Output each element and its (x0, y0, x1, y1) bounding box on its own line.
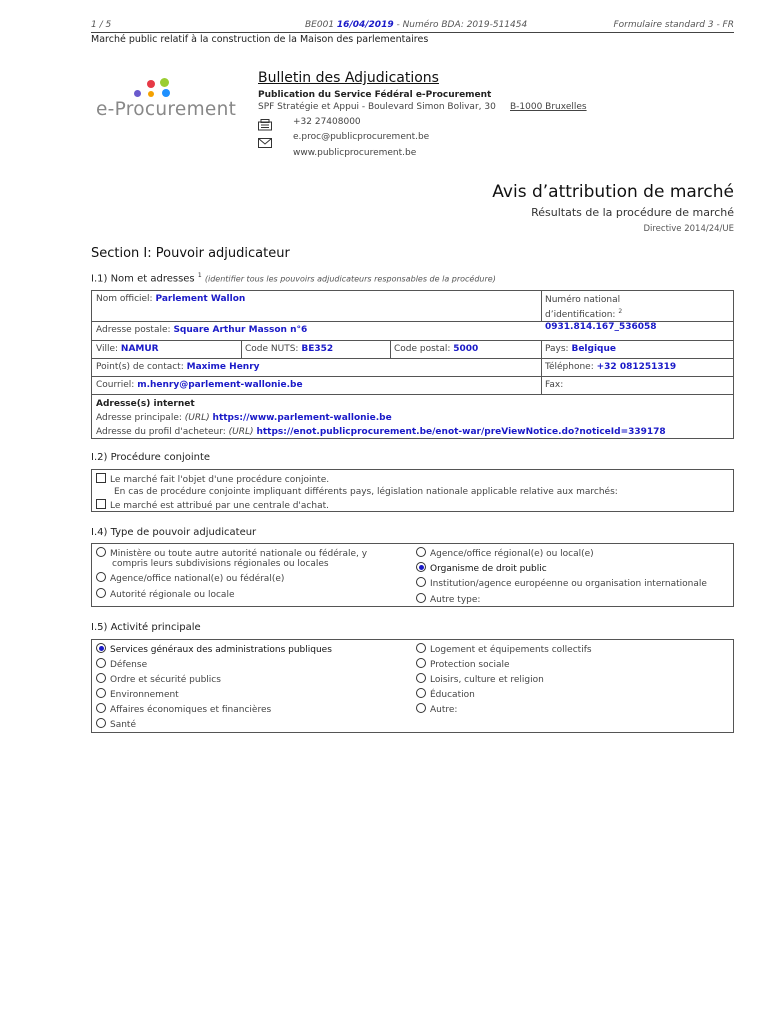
radio-icon[interactable] (416, 593, 426, 603)
radio-icon[interactable] (96, 572, 106, 582)
option-ministry-label: Ministère ou toute autre autorité nationale ou fédérale, y (110, 549, 368, 559)
option-regional-agency[interactable] (416, 547, 594, 559)
official-name-value: Parlement Wallon (155, 294, 246, 304)
main-activity-box (91, 639, 734, 733)
country-label: Pays: (545, 344, 569, 354)
option-public-law-body-label: Organisme de droit public (430, 564, 547, 574)
bda-number: - Numéro BDA: 2019-511454 (396, 20, 528, 30)
names-heading (91, 272, 496, 284)
postal-address-value: Square Arthur Masson n°6 (173, 325, 308, 335)
phone-value: +32 081251319 (596, 362, 677, 372)
radio-icon[interactable] (96, 673, 106, 683)
email-cell (92, 378, 307, 392)
activity-recreation-label: Loisirs, culture et religion (430, 675, 544, 685)
radio-icon[interactable] (416, 658, 426, 668)
radio-icon[interactable] (416, 643, 426, 653)
radio-icon[interactable] (416, 688, 426, 698)
activity-defence[interactable] (96, 658, 147, 670)
activity-recreation[interactable] (416, 673, 544, 685)
notice-subtitle: Résultats de la procédure de marché (531, 206, 734, 219)
radio-icon[interactable] (96, 703, 106, 713)
radio-icon[interactable] (96, 547, 106, 557)
nuts-cell (241, 342, 337, 356)
notice-reference (305, 20, 527, 30)
main-url-link[interactable]: https://www.parlement-wallonie.be (212, 413, 392, 423)
national-id-footnote: 2 (618, 308, 623, 315)
option-ministry-line2: compris leurs subdivisions régionales ou locales (112, 559, 329, 569)
publisher-email[interactable]: e.proc@publicprocurement.be (293, 132, 430, 142)
email-label: Courriel: (96, 380, 135, 390)
postal-code-value: 5000 (453, 344, 479, 354)
option-regional-authority-label: Autorité régionale ou locale (110, 590, 235, 600)
publisher-phone: +32 27408000 (293, 117, 361, 127)
contact-label: Point(s) de contact: (96, 362, 184, 372)
national-id-label: Numéro national (545, 295, 621, 305)
activity-other-label: Autre: (430, 705, 458, 715)
joint-procedure-box (91, 469, 734, 512)
main-address-label: Adresse principale: (96, 413, 182, 423)
nuts-value: BE352 (301, 344, 334, 354)
activity-housing-label: Logement et équipements collectifs (430, 645, 592, 655)
main-activity-heading: I.5) Activité principale (91, 622, 201, 633)
names-heading-text: I.1) Nom et adresses (91, 273, 195, 285)
national-id-cell (541, 292, 733, 335)
activity-general-services[interactable] (96, 643, 332, 655)
notice-title: Avis d’attribution de marché (492, 182, 734, 202)
option-public-law-body[interactable] (416, 562, 547, 574)
official-name-row (92, 292, 249, 306)
form-type: Formulaire standard 3 - FR (613, 20, 734, 30)
section-title: Section I: Pouvoir adjudicateur (91, 246, 290, 261)
fax-label: Fax: (545, 380, 564, 390)
official-name-label: Nom officiel: (96, 294, 153, 304)
activity-social-protection[interactable] (416, 658, 510, 670)
city-cell (92, 342, 163, 356)
activity-housing[interactable] (416, 643, 592, 655)
activity-public-order[interactable] (96, 673, 221, 685)
notice-date: 16/04/2019 (336, 20, 394, 30)
fax-phone-icon (258, 116, 272, 127)
activity-environment-label: Environnement (110, 690, 179, 700)
joint-procedure-heading: I.2) Procédure conjointe (91, 452, 211, 463)
joint-procedure-option[interactable] (96, 473, 329, 485)
postal-code-label: Code postal: (394, 344, 451, 354)
radio-selected-icon[interactable] (96, 643, 106, 653)
option-eu-institution[interactable] (416, 577, 707, 589)
radio-icon[interactable] (416, 547, 426, 557)
phone-cell (541, 360, 680, 374)
activity-public-order-label: Ordre et sécurité publics (110, 675, 221, 685)
contact-value: Maxime Henry (186, 362, 260, 372)
activity-general-services-label: Services généraux des administrations publiques (110, 645, 332, 655)
radio-icon[interactable] (416, 703, 426, 713)
notice-directive: Directive 2014/24/UE (643, 224, 734, 234)
option-eu-institution-label: Institution/agence européenne ou organisation internationale (430, 579, 707, 589)
national-id-value: 0931.814.167_536058 (545, 322, 657, 332)
buyer-url-tag: (URL) (228, 427, 254, 437)
radio-icon[interactable] (96, 658, 106, 668)
publisher-postal: B-1000 Bruxelles (510, 102, 587, 112)
radio-selected-icon[interactable] (416, 562, 426, 572)
nuts-label: Code NUTS: (245, 344, 299, 354)
envelope-icon (258, 133, 272, 143)
activity-education-label: Éducation (430, 690, 475, 700)
activity-health-label: Santé (110, 720, 136, 730)
postal-address-row (92, 323, 311, 337)
national-id-label-2: d’identification: (545, 310, 616, 320)
internet-cell (92, 395, 670, 441)
phone-label: Téléphone: (545, 362, 594, 372)
activity-education[interactable] (416, 688, 475, 700)
publisher-website[interactable]: www.publicprocurement.be (293, 148, 417, 158)
publisher-address: SPF Stratégie et Appui - Boulevard Simon Bolivar, 30 (258, 102, 496, 112)
option-other-type[interactable] (416, 593, 480, 605)
page-number: 1 / 5 (91, 20, 112, 30)
postal-address-label: Adresse postale: (96, 325, 171, 335)
checkbox-icon[interactable] (96, 499, 106, 509)
activity-social-protection-label: Protection sociale (430, 660, 510, 670)
footnote-marker: 1 (197, 272, 202, 279)
authority-type-box (91, 543, 734, 607)
central-purchasing-option[interactable] (96, 499, 329, 511)
email-value[interactable]: m.henry@parlement-wallonie.be (137, 380, 303, 390)
address-table (91, 290, 734, 439)
ref-prefix: BE001 (305, 20, 335, 30)
buyer-profile-link[interactable]: https://enot.publicprocurement.be/enot-war/preViewNotice.do?noticeId=339178 (256, 427, 666, 437)
contract-subtitle: Marché public relatif à la construction de la Maison des parlementaires (91, 32, 734, 45)
option-national-agency-label: Agence/office national(e) ou fédéral(e) (110, 574, 285, 584)
radio-icon[interactable] (96, 718, 106, 728)
authority-type-heading: I.4) Type de pouvoir adjudicateur (91, 527, 257, 538)
internet-heading: Adresse(s) internet (96, 399, 195, 409)
option-ministry[interactable] (96, 547, 367, 559)
option-national-agency[interactable] (96, 572, 284, 584)
activity-other[interactable] (416, 703, 457, 715)
radio-icon[interactable] (96, 688, 106, 698)
option-regional-authority[interactable] (96, 588, 234, 600)
option-regional-agency-label: Agence/office régional(e) ou local(e) (430, 549, 594, 559)
country-cell (541, 342, 620, 356)
contact-cell (92, 360, 264, 374)
checkbox-icon[interactable] (96, 473, 106, 483)
main-url-tag: (URL) (184, 413, 210, 423)
activity-environment[interactable] (96, 688, 179, 700)
postal-code-cell (390, 342, 482, 356)
central-purchasing-label: Le marché est attribué par une centrale d'achat. (110, 501, 329, 511)
bulletin-subtitle: Publication du Service Fédéral e-Procurement (258, 90, 492, 100)
city-label: Ville: (96, 344, 119, 354)
activity-economic-affairs[interactable] (96, 703, 271, 715)
activity-health[interactable] (96, 718, 136, 730)
activity-economic-affairs-label: Affaires économiques et financières (110, 705, 272, 715)
joint-legislation-note: En cas de procédure conjointe impliquant différents pays, législation nationale applicable relative aux marchés: (114, 487, 618, 497)
radio-icon[interactable] (416, 673, 426, 683)
radio-icon[interactable] (416, 577, 426, 587)
logo-text: e-Procurement (96, 99, 237, 120)
radio-icon[interactable] (96, 588, 106, 598)
joint-procedure-label: Le marché fait l'objet d'une procédure conjointe. (110, 475, 330, 485)
fax-cell (541, 378, 567, 392)
city-value: NAMUR (120, 344, 159, 354)
buyer-profile-label: Adresse du profil d'acheteur: (96, 427, 226, 437)
bulletin-title: Bulletin des Adjudications (258, 70, 439, 86)
country-value: Belgique (571, 344, 616, 354)
activity-defence-label: Défense (110, 660, 148, 670)
option-other-type-label: Autre type: (430, 595, 481, 605)
names-note: (identifier tous les pouvoirs adjudicateurs responsables de la procédure) (204, 274, 496, 284)
